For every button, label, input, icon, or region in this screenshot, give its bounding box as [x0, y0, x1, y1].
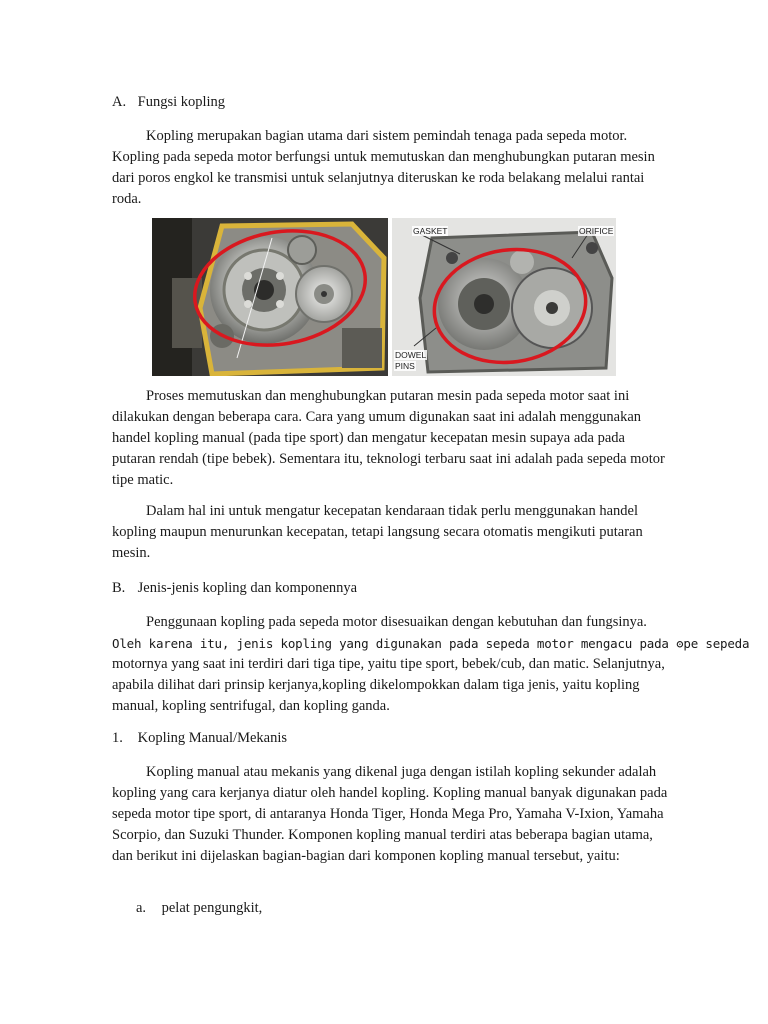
section-a-paragraph-2: Proses memutuskan dan menghubungkan putaran mesin pada sepeda motor saat ini dilakukan dengan beberapa cara. Cara yang umum digunakan saat ini adalah menggunakan handel kopling manual (pada tipe sport) dan mengatur kecepatan mesin supaya ada pada putaran rendah (tipe bebek). Sementara itu, teknologi terbaru saat ini adalah pada sepeda motor tipe matic. — [112, 388, 665, 488]
section-b-paragraph-rest: motornya yang saat ini terdiri dari tiga tipe, yaitu tipe sport, bebek/cub, dan matic. Selanjutnya, apabila dilihat dari prinsip kerjanya,kopling dikelompokkan dalam tiga jenis, yaitu kopling manual, kopling sentrifugal, dan kopling ganda. — [112, 656, 665, 714]
section-b-heading — [112, 578, 357, 598]
section-a-paragraph-1: Kopling merupakan bagian utama dari sistem pemindah tenaga pada sepeda motor. Kopling pada sepeda motor berfungsi untuk memutuskan dan menghubungkan putaran mesin dari poros engkol ke transmisi untuk selanjutnya diteruskan ke roda belakang melalui rantai roda. — [112, 128, 655, 207]
section-a-heading — [112, 92, 225, 112]
section-a-paragraph-3: Dalam hal ini untuk mengatur kecepatan kendaraan tidak perlu menggunakan handel kopling maupun menurunkan kecepatan, tetapi langsung secara otomatis mengikuti putaran mesin. — [112, 503, 643, 561]
section-b-paragraph-1 — [112, 612, 750, 717]
section-1-title: Kopling Manual/Mekanis — [137, 730, 288, 746]
label-dowel: DOWEL — [395, 350, 427, 360]
label-pins: PINS — [395, 361, 415, 371]
list-item-a — [136, 898, 262, 918]
section-b-paragraph-line-2: Oleh karena itu, jenis kopling yang digunakan pada sepeda motor mengacu pada ʘpe sepeda — [112, 636, 750, 651]
label-orifice: ORIFICE — [579, 226, 614, 236]
section-b-number: B. — [112, 580, 126, 596]
section-a-number: A. — [112, 94, 127, 110]
clutch-photo-left-illustration — [152, 218, 388, 376]
clutch-photo-right — [392, 218, 616, 376]
list-item-a-marker: a. — [136, 900, 147, 916]
section-1-paragraph-1: Kopling manual atau mekanis yang dikenal juga dengan istilah kopling sekunder adalah kopling yang cara kerjanya diatur oleh handel kopling. Kopling manual banyak digunakan pada sepeda motor tipe sport, di antaranya Honda Tiger, Honda Mega Pro, Yamaha V-Ixion, Yamaha Scorpio, dan Suzuki Thunder. Komponen kopling manual terdiri atas beberapa bagian utama, dan berikut ini dijelaskan bagian-bagian dari komponen kopling manual tersebut, yaitu: — [112, 764, 668, 864]
section-b-title: Jenis-jenis kopling dan komponennya — [137, 580, 358, 596]
section-b-paragraph-line-1: Penggunaan kopling pada sepeda motor disesuaikan dengan kebutuhan dan fungsinya. — [146, 614, 647, 630]
section-1-number: 1. — [112, 730, 123, 746]
section-1-heading — [112, 728, 287, 748]
list-item-a-text: pelat pengungkit, — [161, 900, 263, 916]
clutch-photo-left — [152, 218, 388, 376]
label-gasket: GASKET — [413, 226, 448, 236]
section-a-title: Fungsi kopling — [137, 94, 226, 110]
